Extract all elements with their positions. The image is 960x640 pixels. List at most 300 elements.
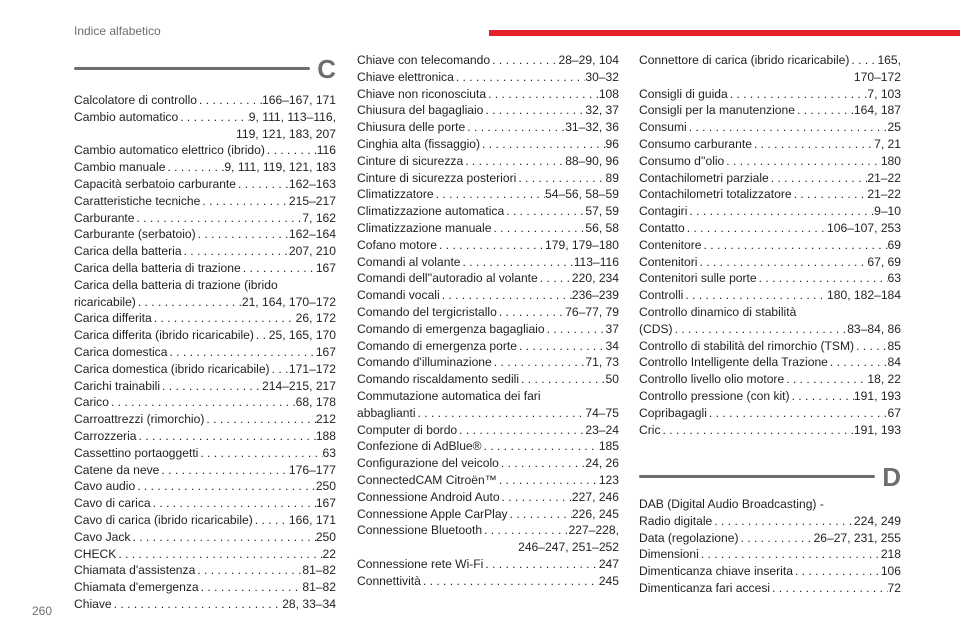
index-entry: [639, 119, 901, 136]
entry-term: Contenitori sulle porte: [639, 271, 757, 286]
entry-pages: 108: [598, 86, 619, 101]
index-entry: [639, 153, 901, 170]
entry-row: [639, 254, 901, 271]
index-entry: [357, 573, 619, 590]
entry-term: Cofano motore: [357, 237, 437, 252]
entry-row: [357, 556, 619, 573]
index-entry: [74, 109, 336, 143]
dot-leader: [454, 69, 586, 86]
entry-term: CHECK: [74, 546, 117, 561]
entry-term: Comando di emergenza porte: [357, 338, 518, 353]
entry-term: Chiamata d'emergenza: [74, 580, 199, 595]
entry-pages: 167: [315, 496, 336, 511]
dot-leader: [167, 344, 315, 361]
entry-row: [357, 405, 619, 422]
entry-term: abbaglianti: [357, 405, 416, 420]
index-entry: [639, 580, 901, 597]
entry-pages: 236–239: [571, 288, 619, 303]
entry-row: [639, 422, 901, 439]
entry-term: Carroattrezzi (rimorchio): [74, 412, 205, 427]
entry-pages: 37: [605, 321, 619, 336]
entry-row: [74, 596, 336, 613]
entry-term: Carrozzeria: [74, 428, 137, 443]
entry-term: Contatto: [639, 220, 685, 235]
entry-row: [74, 109, 336, 126]
dot-leader: [792, 186, 868, 203]
entry-pages: 162–163: [288, 176, 336, 191]
entry-pages: 113–116: [573, 254, 619, 269]
entry-row: [357, 472, 619, 489]
entry-pages: 162–164: [288, 227, 336, 242]
index-entry: [357, 102, 619, 119]
entry-row: [357, 287, 619, 304]
index-entry: [74, 210, 336, 227]
entry-row: [639, 513, 901, 530]
section-rule: [639, 475, 875, 478]
entry-term: Carichi trainabili: [74, 378, 161, 393]
dot-leader: [182, 243, 289, 260]
index-entry: [639, 405, 901, 422]
entry-term: Carica della batteria: [74, 244, 182, 259]
entry-row: [357, 254, 619, 271]
entry-pages: 88–90, 96: [565, 153, 619, 168]
entry-term: Cinghia alta (fissaggio): [357, 136, 481, 151]
header-title: Indice alfabetico: [74, 24, 161, 38]
dot-leader: [517, 338, 606, 355]
entry-row: [357, 102, 619, 119]
index-entry: [639, 546, 901, 563]
dot-leader: [757, 270, 888, 287]
entry-term: Carica della batteria di trazione: [74, 260, 241, 275]
index-entry: [639, 304, 901, 338]
dot-leader: [683, 287, 827, 304]
entry-pages: 220, 234: [571, 271, 619, 286]
dot-leader: [483, 102, 585, 119]
dot-leader: [151, 495, 316, 512]
entry-pages: 171–172: [288, 361, 336, 376]
entry-term: Carica differita (ibrido ricaricabile): [74, 328, 254, 343]
entry-pages: 164, 187: [853, 103, 901, 118]
entry-row: [74, 176, 336, 193]
entry-pages: 34: [605, 338, 619, 353]
entry-pages: 74–75: [585, 405, 619, 420]
index-entry: [74, 327, 336, 344]
dot-leader: [497, 304, 565, 321]
entry-row: [357, 489, 619, 506]
entry-term: Cavo di carica (ibrido ricaricabile): [74, 512, 253, 527]
entry-pages: 123: [598, 472, 619, 487]
entry-row: [357, 237, 619, 254]
entry-term: Consumi: [639, 120, 687, 135]
section-letter-d: D: [882, 462, 901, 492]
entry-term: Controllo di stabilità del rimorchio (TSM): [639, 338, 855, 353]
entry-term: Connessione rete Wi-Fi: [357, 556, 484, 571]
entry-term: Connessione Bluetooth: [357, 523, 483, 538]
dot-leader: [504, 203, 585, 220]
entry-term: Computer di bordo: [357, 422, 458, 437]
index-entry: [639, 563, 901, 580]
index-entry: [74, 394, 336, 411]
dot-leader: [236, 176, 289, 193]
index-entry: [357, 371, 619, 388]
index-entry: [74, 260, 336, 277]
entry-pages: 191, 193: [853, 422, 901, 437]
entry-row: [639, 102, 901, 119]
dot-leader: [492, 354, 586, 371]
entry-row: [74, 310, 336, 327]
entry-term: Chiave con telecomando: [357, 53, 491, 67]
dot-leader: [137, 428, 316, 445]
entry-row: [639, 86, 901, 103]
entry-pages: 32, 37: [585, 103, 619, 118]
entry-pages: 28, 33–34: [282, 596, 336, 611]
index-entry: [357, 237, 619, 254]
entry-row: [74, 344, 336, 361]
entry-pages: 71, 73: [585, 355, 619, 370]
index-entry: [74, 344, 336, 361]
dot-leader: [178, 109, 249, 126]
index-entry: [74, 445, 336, 462]
index-entry: [357, 472, 619, 489]
index-entry: [357, 422, 619, 439]
entry-row: [74, 193, 336, 210]
entry-term: Cric: [639, 422, 661, 437]
entry-term: Dimenticanza chiave inserita: [639, 564, 793, 579]
entry-term: Climatizzazione manuale: [357, 220, 492, 235]
entry-term: Chiusura del bagagliaio: [357, 103, 484, 118]
index-entry: [639, 86, 901, 103]
entry-pages: 96: [605, 136, 619, 151]
index-entry: [357, 506, 619, 523]
index-entry: [74, 378, 336, 395]
entry-pages: 25, 165, 170: [268, 328, 336, 343]
entry-row: [639, 136, 901, 153]
entry-pages: 30–32: [585, 69, 619, 84]
entry-pages: 26, 172: [295, 311, 336, 326]
entry-pages: 67: [887, 405, 901, 420]
entry-term: Carica differita: [74, 311, 152, 326]
entry-term: Cinture di sicurezza posteriori: [357, 170, 517, 185]
index-entry: [639, 338, 901, 355]
entry-term: Comando d'illuminazione: [357, 355, 492, 370]
entry-pages: 72: [887, 580, 901, 595]
entry-row: [357, 170, 619, 187]
index-entry: [357, 119, 619, 136]
dot-leader: [270, 361, 289, 378]
index-entry: [74, 462, 336, 479]
index-entry: [74, 529, 336, 546]
entry-term: Chiave elettronica: [357, 69, 454, 84]
entry-term: Contagiri: [639, 204, 688, 219]
dot-leader: [195, 562, 302, 579]
index-entry: [639, 203, 901, 220]
entry-pages: 191, 193: [853, 388, 901, 403]
dot-leader: [204, 411, 315, 428]
index-entry: [639, 371, 901, 388]
index-entry: [74, 193, 336, 210]
entry-pages: 167: [315, 260, 336, 275]
entry-term: Copribagagli: [639, 405, 707, 420]
entry-row: [74, 142, 336, 159]
entry-row: [357, 371, 619, 388]
index-entry: [357, 455, 619, 472]
entry-term: Carburante: [74, 210, 135, 225]
entry-term: Climatizzazione automatica: [357, 204, 505, 219]
entry-pages: 69: [887, 237, 901, 252]
entry-term: Consigli per la manutenzione: [639, 103, 795, 118]
index-entry: [639, 186, 901, 203]
index-entry: [74, 495, 336, 512]
dot-leader: [849, 52, 877, 69]
index-entry: [639, 496, 901, 530]
entry-pages: 9–10: [874, 204, 901, 219]
entry-pages: 63: [322, 445, 336, 460]
entry-pages: 166, 171: [288, 512, 336, 527]
dot-leader: [196, 226, 289, 243]
entry-term-line: DAB (Digital Audio Broadcasting) -: [639, 497, 824, 511]
index-entry: [74, 92, 336, 109]
index-entry: [639, 270, 901, 287]
entry-term: Carico: [74, 395, 109, 410]
entry-pages: 7, 21: [874, 136, 901, 151]
entry-pages: 26–27, 231, 255: [813, 530, 901, 545]
entry-term: Dimensioni: [639, 547, 699, 562]
entry-row: [357, 270, 619, 287]
entry-term-line: Commutazione automatica dei fari: [357, 388, 541, 403]
entry-row: [639, 203, 901, 220]
entry-row: [74, 260, 336, 277]
index-entry: [357, 522, 619, 556]
dot-leader: [661, 422, 854, 439]
entry-pages: 165,: [877, 53, 901, 67]
index-entry: [639, 287, 901, 304]
index-entry: [74, 512, 336, 529]
entry-pages: 247: [598, 556, 619, 571]
dot-leader: [463, 153, 565, 170]
entry-pages: 9, 111, 113–116,: [248, 109, 336, 124]
entry-row: [639, 354, 901, 371]
entry-term: Confezione di AdBlue®: [357, 439, 482, 454]
dot-leader: [200, 193, 289, 210]
entry-pages: 67, 69: [867, 254, 901, 269]
entry-row: [74, 394, 336, 411]
index-entries: [639, 52, 901, 438]
dot-leader: [160, 378, 262, 395]
entry-row: [74, 512, 336, 529]
dot-leader: [699, 546, 881, 563]
entry-pages: 224, 249: [853, 513, 901, 528]
entry-row: [74, 378, 336, 395]
entry-term: Controllo Intelligente della Trazione: [639, 355, 828, 370]
index-entry: [357, 136, 619, 153]
dot-leader: [480, 136, 606, 153]
index-entry: [357, 287, 619, 304]
entry-row: [74, 562, 336, 579]
entry-row: [639, 119, 901, 136]
entry-term-line: Controllo dinamico di stabilità: [639, 304, 797, 319]
entry-row: [639, 563, 901, 580]
entry-row: [74, 411, 336, 428]
entry-pages: 116: [316, 143, 336, 158]
index-entry: [639, 170, 901, 187]
entry-pages: 167: [315, 344, 336, 359]
entry-row: [639, 546, 901, 563]
dot-leader: [500, 489, 572, 506]
entry-term: Connessione Apple CarPlay: [357, 506, 508, 521]
dot-leader: [497, 472, 599, 489]
entry-pages: 81–82: [302, 580, 336, 595]
entry-pages: 56, 58: [585, 220, 619, 235]
entry-pages: 214–215, 217: [262, 378, 336, 393]
entry-term-line: Carica della batteria di trazione (ibrido: [74, 277, 278, 292]
entry-pages-continued: 170–172: [853, 69, 901, 84]
dot-leader: [199, 579, 303, 596]
index-entry: [639, 354, 901, 371]
index-entry: [357, 388, 619, 422]
index-entry: [357, 203, 619, 220]
entry-row: [74, 327, 336, 344]
dot-leader: [752, 136, 874, 153]
entry-row: [357, 522, 619, 539]
entry-pages: 18, 22: [867, 372, 901, 387]
entry-term: Comandi vocali: [357, 288, 440, 303]
entry-term: Connettore di carica (ibrido ricaricabile): [639, 53, 850, 67]
dot-leader: [241, 260, 316, 277]
dot-leader: [724, 153, 881, 170]
entry-pages: 180, 182–184: [827, 288, 901, 303]
entry-row: [74, 159, 336, 176]
entry-term: Caratteristiche tecniche: [74, 193, 201, 208]
dot-leader: [483, 556, 598, 573]
dot-leader: [254, 327, 269, 344]
entry-term: Cavo audio: [74, 479, 136, 494]
entry-pages: 106: [880, 564, 901, 579]
entry-term: Calcolatore di controllo: [74, 93, 198, 107]
entry-term: Carica domestica (ibrido ricaricabile): [74, 361, 270, 376]
entry-row: [357, 338, 619, 355]
dot-leader: [457, 422, 585, 439]
entry-pages: 21–22: [867, 187, 901, 202]
entry-row: [357, 203, 619, 220]
entry-term: Contenitore: [639, 237, 702, 252]
entry-term: ricaricabile): [74, 294, 136, 309]
entry-pages: 250: [315, 479, 336, 494]
entry-row: [639, 220, 901, 237]
entry-term: Contachilometri totalizzatore: [639, 187, 792, 202]
entry-row: [357, 573, 619, 590]
entry-term: Contachilometri parziale: [639, 170, 769, 185]
dot-leader: [130, 529, 315, 546]
entry-term: Radio digitale: [639, 513, 713, 528]
entry-pages-continued: 246–247, 251–252: [518, 540, 619, 555]
entry-row: [357, 86, 619, 103]
index-entry: [357, 52, 619, 69]
entry-term: Connettività: [357, 573, 421, 588]
entry-pages-continued: 119, 121, 183, 207: [236, 126, 336, 141]
entry-row: [74, 361, 336, 378]
index-entry: [639, 530, 901, 547]
entry-row: [357, 422, 619, 439]
entry-pages: 106–107, 253: [827, 220, 901, 235]
entry-term: Data (regolazione): [639, 530, 739, 545]
entry-row: [639, 580, 901, 597]
entry-pages: 185: [598, 439, 619, 454]
index-entry: [639, 388, 901, 405]
entry-pages: 7, 103: [867, 86, 901, 101]
entry-row: [74, 462, 336, 479]
entry-row: [639, 237, 901, 254]
dot-leader: [112, 596, 283, 613]
entry-pages: 226, 245: [571, 506, 619, 521]
entry-row: [639, 186, 901, 203]
index-entry: [74, 310, 336, 327]
dot-leader: [687, 203, 874, 220]
dot-leader: [516, 170, 605, 187]
entry-pages: 25: [887, 120, 901, 135]
entry-row: [357, 220, 619, 237]
entry-row: [639, 287, 901, 304]
page-number: 260: [32, 604, 53, 618]
entry-row: [357, 321, 619, 338]
entry-term: Comando del tergicristallo: [357, 304, 497, 319]
entry-pages: 9, 111, 119, 121, 183: [224, 160, 336, 175]
entry-pages: 179, 179–180: [545, 237, 619, 252]
dot-leader: [165, 159, 224, 176]
entry-term: Catene da neve: [74, 462, 160, 477]
dot-leader: [739, 530, 814, 547]
entry-pages: 7, 162: [302, 210, 336, 225]
section-rule: [74, 67, 310, 70]
index-entry: [357, 153, 619, 170]
entry-term: Climatizzatore: [357, 187, 434, 202]
index-entry: [74, 361, 336, 378]
entry-row: [357, 119, 619, 136]
dot-leader: [265, 142, 317, 159]
dot-leader: [482, 438, 599, 455]
entry-term: Chiusura delle porte: [357, 120, 466, 135]
entry-term: Cambio manuale: [74, 160, 166, 175]
entry-row: [74, 445, 336, 462]
entry-row: [357, 304, 619, 321]
entry-term: Comando di emergenza bagagliaio: [357, 321, 545, 336]
dot-leader: [499, 455, 586, 472]
entry-term: Consumo d''olio: [639, 153, 725, 168]
index-entry: [74, 159, 336, 176]
dot-leader: [416, 405, 586, 422]
index-entry: [74, 411, 336, 428]
dot-leader: [440, 287, 572, 304]
entry-pages: 85: [887, 338, 901, 353]
entry-pages: 218: [880, 547, 901, 562]
dot-leader: [437, 237, 545, 254]
dot-leader: [253, 512, 289, 529]
index-entry: [357, 170, 619, 187]
index-entry: [357, 254, 619, 271]
dot-leader: [707, 405, 888, 422]
entry-pages: 28–29, 104: [558, 53, 619, 67]
dot-leader: [482, 522, 568, 539]
dot-leader: [687, 119, 888, 136]
entry-row: [639, 153, 901, 170]
entry-pages: 188: [315, 428, 336, 443]
dot-leader: [491, 220, 585, 237]
entry-pages: 227, 246: [571, 489, 619, 504]
index-entry: [639, 102, 901, 119]
entry-term: Dimenticanza fari accesi: [639, 580, 771, 595]
index-entry: [639, 52, 901, 86]
index-entry: [74, 142, 336, 159]
entry-term: Chiave: [74, 596, 112, 611]
